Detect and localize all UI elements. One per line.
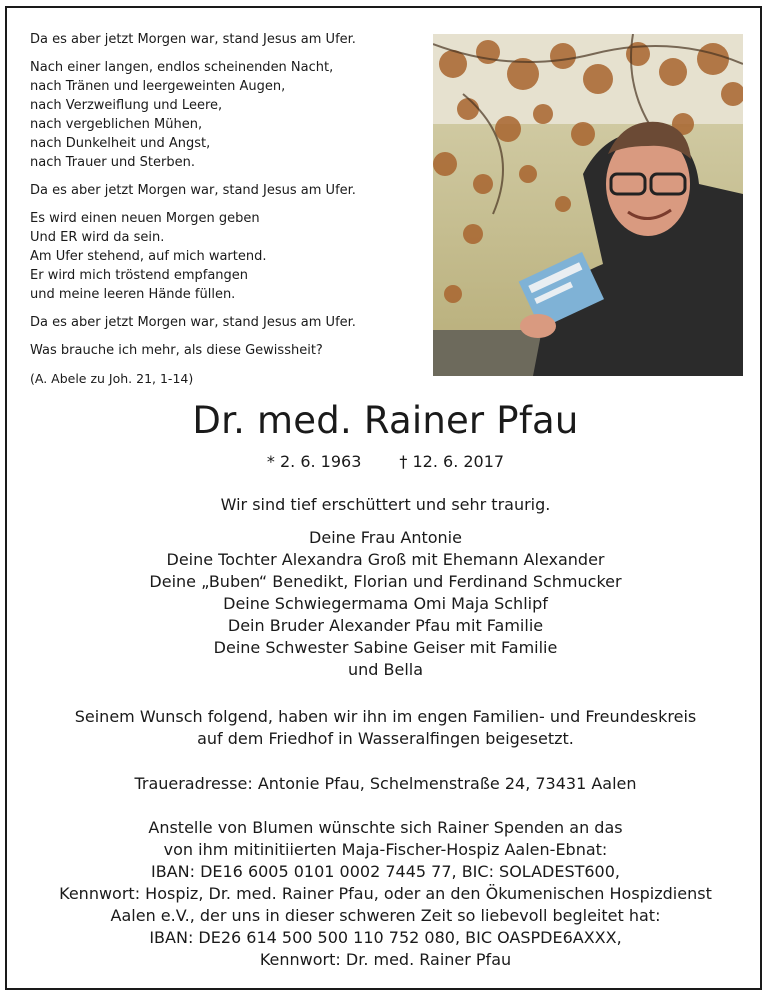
family-list	[0, 527, 771, 681]
mourning-address: Traueradresse: Antonie Pfau, Schelmenstraße 24, 73431 Aalen	[134, 774, 637, 793]
poem-line: und meine leeren Hände füllen.	[30, 287, 236, 302]
poem-line: Er wird mich tröstend empfangen	[30, 268, 249, 283]
poem-line: nach Verzweiflung und Leere,	[30, 98, 223, 113]
poem	[30, 30, 425, 388]
donation-line: von ihm mitinitiierten Maja-Fischer-Hospiz Aalen-Ebnat:	[163, 840, 608, 859]
poem-line: Und ER wird da sein.	[30, 230, 165, 245]
poem-line: Da es aber jetzt Morgen war, stand Jesus am Ufer.	[30, 183, 356, 198]
family-member: Deine Frau Antonie	[309, 528, 462, 547]
donation-line: Kennwort: Dr. med. Rainer Pfau	[259, 950, 512, 969]
poem-source: (A. Abele zu Joh. 21, 1-14)	[30, 371, 194, 386]
family-member: Deine Schwiegermama Omi Maja Schlipf	[223, 594, 548, 613]
deceased-name: Dr. med. Rainer Pfau	[192, 399, 579, 442]
family-member: Deine Schwester Sabine Geiser mit Familie	[213, 638, 558, 657]
donation-notice	[0, 817, 771, 971]
poem-stanza	[30, 58, 425, 172]
birth-date: * 2. 6. 1963	[266, 452, 362, 471]
life-dates	[0, 451, 771, 473]
portrait-photo	[433, 34, 743, 376]
donation-line: Anstelle von Blumen wünschte sich Rainer Spenden an das	[148, 818, 623, 837]
poem-line: Da es aber jetzt Morgen war, stand Jesus am Ufer.	[30, 32, 356, 47]
poem-line: nach Trauer und Sterben.	[30, 155, 195, 170]
family-member: und Bella	[347, 660, 424, 679]
poem-line: Am Ufer stehend, auf mich wartend.	[30, 249, 267, 264]
poem-stanza	[30, 181, 425, 200]
family-member: Deine Tochter Alexandra Groß mit Ehemann Alexander	[166, 550, 605, 569]
poem-line: nach Tränen und leergeweinten Augen,	[30, 79, 286, 94]
poem-line: Da es aber jetzt Morgen war, stand Jesus am Ufer.	[30, 315, 356, 330]
poem-stanza	[30, 209, 425, 304]
burial-line: Seinem Wunsch folgend, haben wir ihn im engen Familien- und Freundeskreis	[74, 707, 697, 726]
poem-line: Nach einer langen, endlos scheinenden Nacht,	[30, 60, 334, 75]
donation-line: IBAN: DE16 6005 0101 0002 7445 77, BIC: SOLADEST600,	[150, 862, 620, 881]
poem-line: Es wird einen neuen Morgen geben	[30, 211, 260, 226]
family-member: Deine „Buben“ Benedikt, Florian und Ferdinand Schmucker	[149, 572, 622, 591]
family-member: Dein Bruder Alexander Pfau mit Familie	[227, 616, 544, 635]
mourning-line: Wir sind tief erschüttert und sehr traurig.	[220, 495, 551, 514]
poem-line: Was brauche ich mehr, als diese Gewissheit?	[30, 343, 323, 358]
death-date: † 12. 6. 2017	[399, 452, 505, 471]
burial-line: auf dem Friedhof in Wasseralfingen beigesetzt.	[197, 729, 574, 748]
burial-notice	[0, 706, 771, 750]
donation-line: IBAN: DE26 614 500 500 110 752 080, BIC OASPDE6AXXX,	[149, 928, 622, 947]
donation-line: Kennwort: Hospiz, Dr. med. Rainer Pfau, oder an den Ökumenischen Hospizdienst	[59, 884, 712, 903]
poem-line: nach vergeblichen Mühen,	[30, 117, 203, 132]
poem-stanza	[30, 313, 425, 332]
donation-line: Aalen e.V., der uns in dieser schweren Zeit so liebevoll begleitet hat:	[110, 906, 661, 925]
poem-line: nach Dunkelheit und Angst,	[30, 136, 211, 151]
poem-stanza	[30, 341, 425, 360]
poem-stanza	[30, 30, 425, 49]
